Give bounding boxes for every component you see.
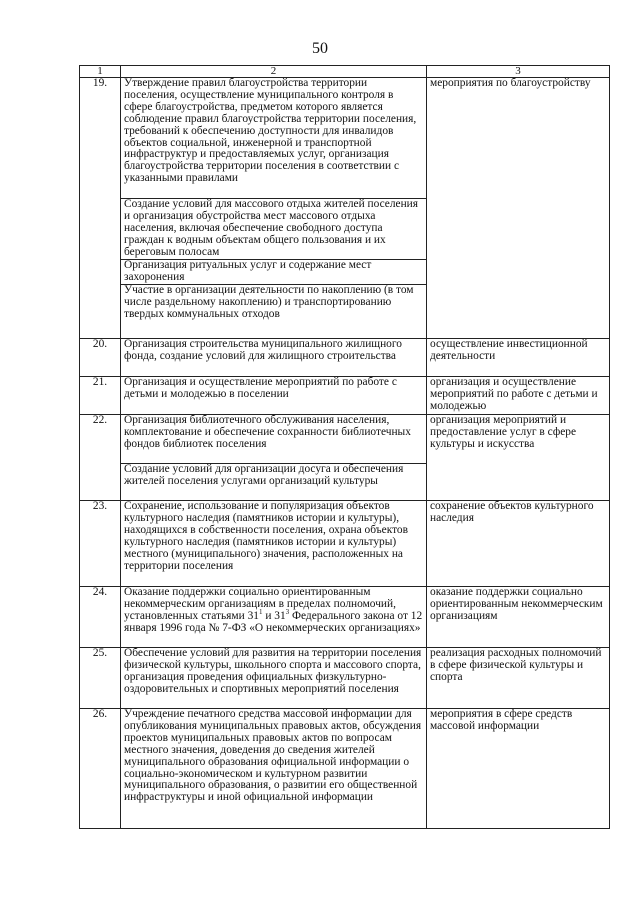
table-row [80, 78, 610, 339]
row-item: Организация и осуществление мероприятий по работе с детьми и молодежью в поселении [121, 377, 427, 415]
row-number: 26. [80, 709, 121, 829]
row-item [121, 587, 427, 648]
table-row [80, 648, 610, 709]
row-category: оказание поддержки социально ориентированным некоммерческим организациям [427, 587, 610, 648]
powers-table [79, 65, 610, 829]
footnote-superscript: 1 [258, 608, 263, 617]
row-category: сохранение объектов культурного наследия [427, 501, 610, 587]
row-item: Организация библиотечного обслуживания населения, комплектование и обеспечение сохранности библиотечных фондов библиотек поселения [124, 414, 411, 450]
row-item: Обеспечение условий для развития на территории поселения физической культуры, школьного спорта и массового спорта, организация проведения официальных физкультурно-оздоровительных и спортивных мероприятий поселения [121, 648, 427, 709]
header-col-1: 1 [80, 66, 121, 78]
row-item: Сохранение, использование и популяризация объектов культурного наследия (памятников истории и культуры), находящихся в собственности поселения, охрана объектов культурного наследия (памятников истории и культуры) местного (муниципального) значения, расположенных на территории поселения [121, 501, 427, 587]
table-row [80, 587, 610, 648]
row-category: реализация расходных полномочий в сфере физической культуры и спорта [427, 648, 610, 709]
row-item: Учреждение печатного средства массовой информации для опубликования муниципальных правовых актов, обсуждения проектов муниципальных правовых актов по вопросам местного значения, доведения до сведения жителей муниципального образования официальной информации о социально-экономическом и культурном развитии муниципального образования, о развитии его общественной инфраструктуры и иной официальной информации [121, 709, 427, 829]
footnote-superscript: 3 [285, 608, 290, 617]
page-number: 50 [312, 40, 328, 57]
row-item: Организация ритуальных услуг и содержание мест захоронения [121, 259, 426, 284]
header-col-2: 2 [121, 66, 427, 78]
table-row [80, 339, 610, 377]
row-number: 21. [80, 377, 121, 415]
row-category: осуществление инвестиционной деятельности [427, 339, 610, 377]
row-item-text: Оказание поддержки социально ориентированным некоммерческим организациям в пределах полномочий, установленных статьями 31 [124, 586, 396, 622]
row-item: Создание условий для массового отдыха жителей поселения и организация обустройства мест массового отдыха населения, включая обеспечение свободного доступа граждан к водным объектам общего пользования и их береговым полосам [121, 198, 426, 259]
row-item-text: Федерального закона от 12 января 1996 года № 7-ФЗ «О некоммерческих организациях» [124, 609, 423, 634]
row-items [121, 415, 427, 501]
row-item: Утверждение правил благоустройства территории поселения, осуществление муниципального контроля в сфере благоустройства, предметом которого является соблюдение правил благоустройства территории поселения, требований к обеспечению доступности для инвалидов объектов социальной, инженерной и транспортной инфраструктур и предоставляемых услуг, организация благоустройства территории поселения в соответствии с указанными правилами [124, 77, 417, 185]
row-number: 25. [80, 648, 121, 709]
row-number: 24. [80, 587, 121, 648]
row-number: 19. [80, 78, 121, 339]
row-number: 23. [80, 501, 121, 587]
row-category: мероприятия по благоустройству [427, 78, 610, 339]
table-row [80, 709, 610, 829]
row-items [121, 78, 427, 339]
row-item: Создание условий для организации досуга и обеспечения жителей поселения услугами организаций культуры [121, 463, 426, 488]
row-item: Организация строительства муниципального жилищного фонда, создание условий для жилищного строительства [121, 339, 427, 377]
row-item: Участие в организации деятельности по накоплению (в том числе раздельному накоплению) и транспортированию твердых коммунальных отходов [121, 284, 426, 321]
row-number: 22. [80, 415, 121, 501]
table-header-row [80, 66, 610, 78]
table-row [80, 501, 610, 587]
row-number: 20. [80, 339, 121, 377]
header-col-3: 3 [427, 66, 610, 78]
table-row [80, 377, 610, 415]
row-category: организация мероприятий и предоставление услуг в сфере культуры и искусства [427, 415, 610, 501]
row-category: мероприятия в сфере средств массовой информации [427, 709, 610, 829]
row-item-text: и 31 [262, 609, 286, 622]
row-category: организация и осуществление мероприятий по работе с детьми и молодежью [427, 377, 610, 415]
table-row [80, 415, 610, 501]
